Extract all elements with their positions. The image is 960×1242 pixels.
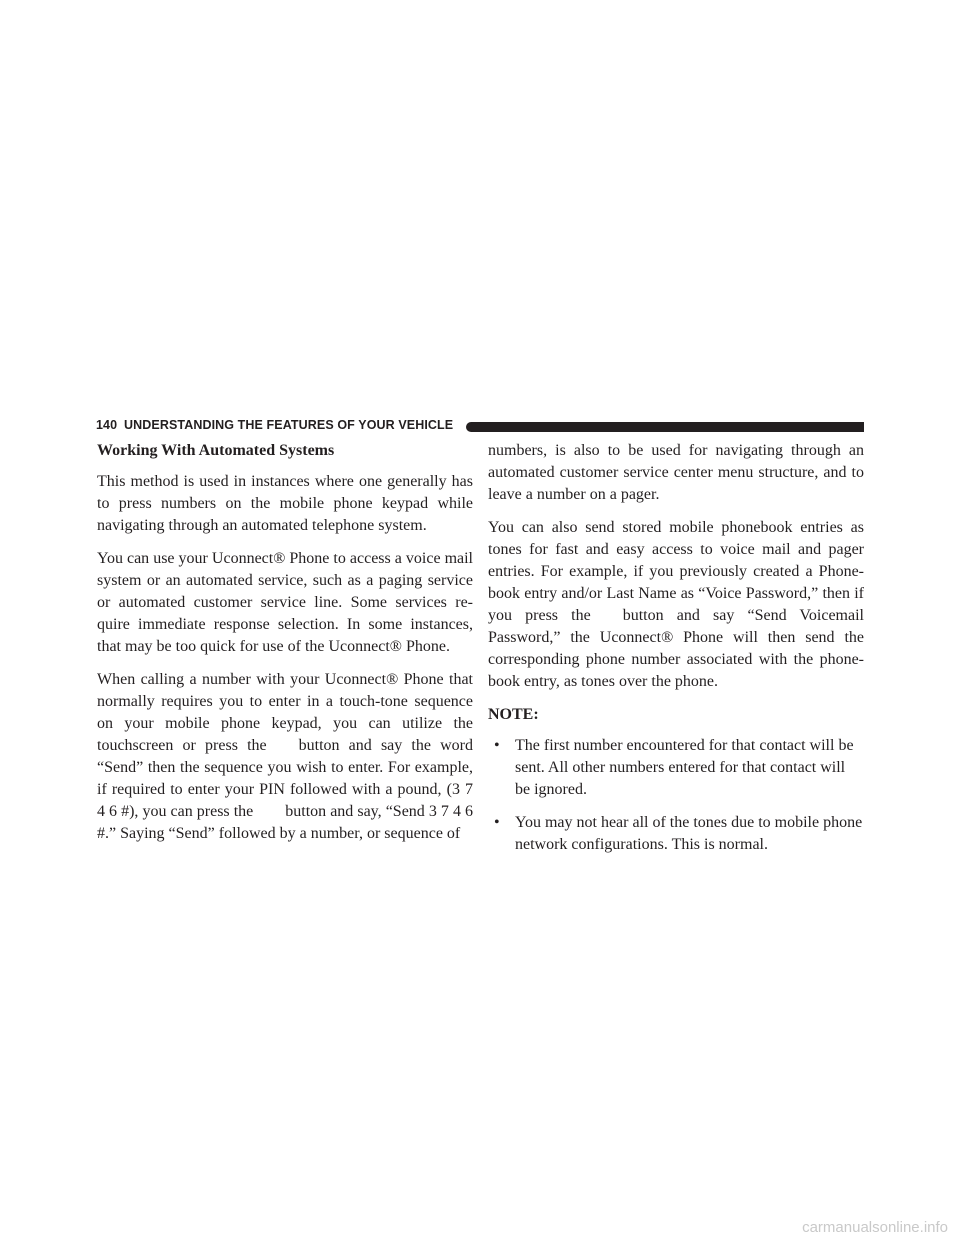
list-item	[488, 735, 864, 801]
paragraph-intro: This method is used in instances where one generally has to press numbers on the mobile phone keypad while navigating through an automated telephone system.	[97, 473, 473, 534]
list-item	[488, 812, 864, 856]
paragraph-touch-tone-part-1: When calling a number with your Uconnect® Phone that normally requires you to enter in a touch-tone sequence on your mobile phone keypad, you can utilize the touchscreen or press the	[97, 671, 473, 754]
paragraph-phonebook	[488, 517, 864, 693]
list-item-text: You may not hear all of the tones due to mobile phone network configurations. This is normal.	[515, 814, 863, 853]
bullet-icon: •	[494, 814, 500, 831]
paragraph-touch-tone-part-3: button and say, “Send 3 7 4 6 #.” Saying “Send” followed by a number, or sequence of	[97, 803, 473, 842]
section-heading: Working With Automated Systems	[97, 442, 335, 459]
page-header	[96, 416, 864, 436]
note-list	[488, 735, 864, 856]
note-label: NOTE:	[488, 706, 539, 723]
list-item-text: The first number encountered for that contact will be sent. All other numbers entered for that contact will be ignored.	[515, 737, 854, 798]
paragraph-touch-tone	[97, 669, 473, 845]
section-title: UNDERSTANDING THE FEATURES OF YOUR VEHICLE	[124, 418, 454, 432]
paragraph-continued: numbers, is also to be used for navigating through an automated customer service center menu structure, and to leave a number on a pager.	[488, 442, 864, 503]
paragraph-phonebook-part-1: You can also send stored mobile phonebook entries as tones for fast and easy access to voice mail and pager entries. For example, if you previously created a Phone-book entry and/or Last Name as “Voice Password,” then if you press the	[488, 519, 864, 624]
left-column	[97, 440, 473, 856]
page-number: 140	[96, 418, 118, 432]
watermark: carmanualsonline.info	[802, 1219, 948, 1236]
right-column	[488, 440, 864, 867]
bullet-icon: •	[494, 737, 500, 754]
paragraph-touch-tone-part-2: button and say the word “Send” then the sequence you wish to enter. For example, if required to enter your PIN followed with a pound, (3 7 4 6 #), you can press the	[97, 737, 474, 820]
header-rule	[466, 422, 864, 432]
paragraph-phonebook-part-2: button and say “Send Voicemail Password,” the Uconnect® Phone will then send the corresponding phone number associated with the phone-book entry, as tones over the phone.	[488, 607, 864, 690]
paragraph-voicemail: You can use your Uconnect® Phone to access a voice mail system or an automated service, such as a paging service or automated customer service line. Some services re-quire immediate response selection. In some instances, that may be too quick for use of the Uconnect® Phone.	[97, 550, 473, 655]
